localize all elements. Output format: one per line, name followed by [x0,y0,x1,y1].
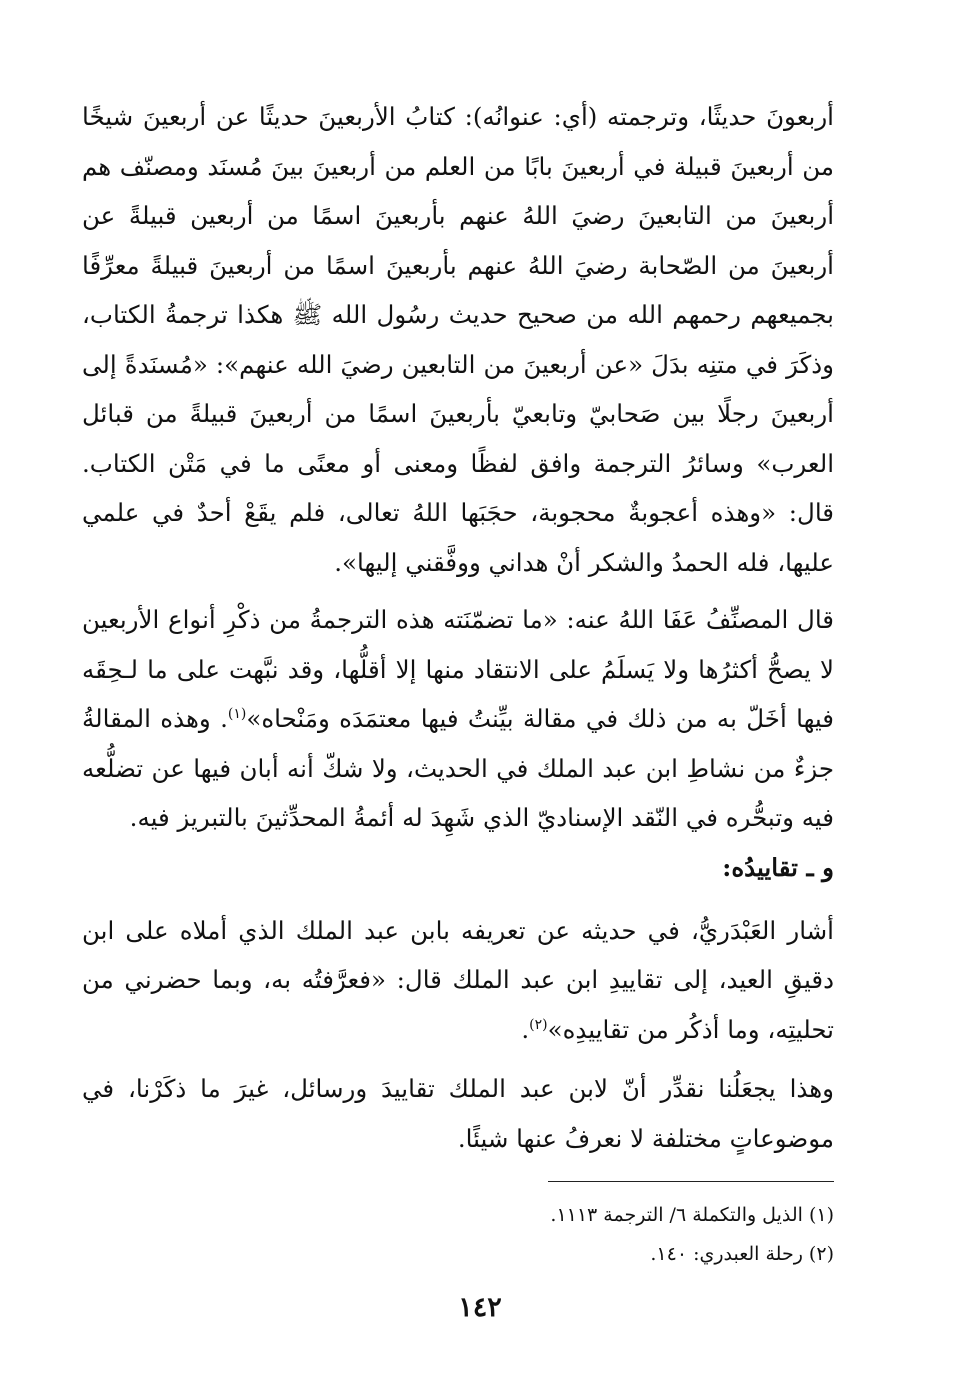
section-heading: و ـ تقاييدُه: [722,852,834,882]
paragraph-arbaeen-title: أربعونَ حديثًا، وترجمته (أي: عنوانُه): كتابُ الأربعينَ حديثًا عن أربعينَ شيخًا من أربعينَ قبيلة في أربعينَ بابًا من العلم من أربعينَ بينَ مُسنَد ومصنّف هم أربعينَ من التابعينَ رضيَ اللهُ عنهم بأربعينَ اسمًا من أربعين قبيلةً عن أربعينَ من الصّحابة رضيَ اللهُ عنهم بأربعينَ اسمًا من أربعينَ قبيلةً معرِّفًا بجميعهم رحمهم الله من صحيح حديث رسُول الله ﷺ هكذا ترجمةُ الكتاب، وذكَرَ في متنِه بدَلَ «عن أربعينَ من التابعين رضيَ الله عنهم»: «مُسنَدةً إلى أربعينَ رجلًا بين صَحابيّ وتابعيّ بأربعينَ اسمًا من أربعينَ قبيلةً من قبائل العرب» وسائرُ الترجمة وافق لفظًا ومعنى أو معنًى ما في مَتْن الكتاب. قال: «وهذه أعجوبةٌ محجوبة، حجَبَها اللهُ تعالى، فلم يقَعْ أحدٌ في علمي عليها، فله الحمدُ والشكر أنْ هداني ووفَّقني إليها». [82,102,834,577]
paragraph-abdari [82,906,834,1055]
paragraph-text: . وهذه المقالةُ جزءٌ من نشاطِ ابن عبد الملك في الحديث، ولا شكّ أنه أبان فيها عن تضلُّعه فيه وتبحُّره في النّقد الإسناديّ الذي شَهِدَ له أئمةُ المحدِّثينَ بالتبريز فيه. [82,704,834,832]
footnote-reference: (١) [227,705,247,722]
footnote-separator [548,1181,834,1182]
paragraph-author-critique [82,595,834,843]
footnotes [300,1196,834,1274]
footnote-1: (١) الذيل والتكملة ٦/ الترجمة ١١١٣. [550,1204,834,1226]
paragraph-text: قال المصنِّفُ عَفَا اللهُ عنه: «ما تضمّنَته هذه الترجمةُ من ذكْرِ أنواع الأربعين لا يصحُّ أكثرُها ولا يَسلَمُ على الانتقاد منها إلا أقلُّها، وقد نبَّهت على ما لـحِقَه فيها أخَلّ به من ذلك في مقالة بيِّنتُ فيها معتمَدَه ومَنْحاه» [82,605,834,733]
paragraph-text: أشار العَبْدَريُّ، في حديثه عن تعريفه بابن عبد الملك الذي أملاه على ابن دقيقِ العيد، إلى تقاييدِ ابن عبد الملك قال: «فعرَّفتُه به، وبما حضرني من تحليتِه، وما أذكُر من تقاييدِه» [82,915,834,1044]
paragraph-conclusion: وهذا يجعَلُنا نقدِّر أنّ لابن عبد الملك تقاييدَ ورسائل، غيرَ ما ذكَرْنا، في موضوعاتٍ مختلفة لا نعرفُ عنها شيئًا. [82,1074,834,1153]
footnote-reference: (٢) [529,1016,548,1033]
footnote-2: (٢) رحلة العبدري: ١٤٠. [650,1243,834,1265]
paragraph-text: . [521,1014,530,1044]
page-number: ١٤٢ [458,1292,502,1323]
page-body [82,92,834,1163]
